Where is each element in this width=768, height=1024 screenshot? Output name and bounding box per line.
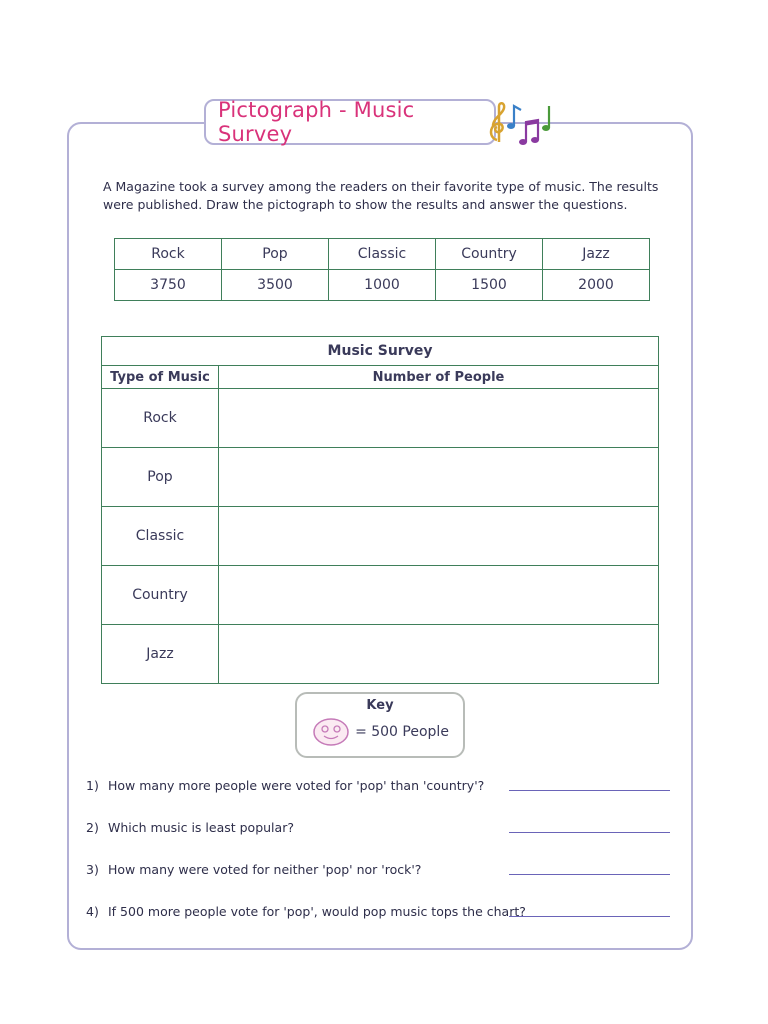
question-number: 2): [86, 820, 99, 835]
table-cell: 3750: [115, 270, 222, 301]
question-4: [86, 904, 526, 919]
music-type-label: Rock: [102, 389, 219, 448]
table-row: [102, 507, 659, 566]
table-header-cell: Rock: [115, 239, 222, 270]
key-row: [297, 717, 463, 747]
answer-line-4[interactable]: [509, 916, 670, 917]
table-row: [102, 366, 659, 389]
table-row: [102, 389, 659, 448]
column-header-number: Number of People: [219, 366, 659, 389]
question-number: 3): [86, 862, 99, 877]
answer-line-2[interactable]: [509, 832, 670, 833]
pictograph-cell-rock[interactable]: [219, 389, 659, 448]
instructions-text: A Magazine took a survey among the readers on their favorite type of music. The results were published. Draw the pictograph to show the results and answer the questions.: [103, 179, 659, 212]
question-text: How many were voted for neither 'pop' nor 'rock'?: [108, 862, 422, 877]
table-header-cell: Pop: [222, 239, 329, 270]
music-notes-icon: [483, 100, 563, 148]
table-header-cell: Country: [436, 239, 543, 270]
smiley-face-icon: [311, 717, 351, 747]
answer-line-1[interactable]: [509, 790, 670, 791]
survey-data-table: [114, 238, 650, 301]
table-row: [115, 270, 650, 301]
pictograph-cell-pop[interactable]: [219, 448, 659, 507]
table-row: [102, 448, 659, 507]
question-1: [86, 778, 484, 793]
table-header-cell: Jazz: [543, 239, 650, 270]
key-title: Key: [366, 698, 394, 713]
table-header-cell: Classic: [329, 239, 436, 270]
key-text: = 500 People: [355, 724, 449, 740]
key-box: [295, 692, 465, 758]
question-text: If 500 more people vote for 'pop', would pop music tops the chart?: [108, 904, 526, 919]
music-type-label: Country: [102, 566, 219, 625]
page-title: Pictograph - Music Survey: [218, 98, 415, 146]
question-number: 1): [86, 778, 99, 793]
table-cell: 1500: [436, 270, 543, 301]
pictograph-caption: Music Survey: [102, 337, 659, 366]
table-cell: 2000: [543, 270, 650, 301]
question-text: Which music is least popular?: [108, 820, 294, 835]
table-row: [102, 337, 659, 366]
question-2: [86, 820, 294, 835]
table-cell: 1000: [329, 270, 436, 301]
title-box: [204, 99, 496, 145]
pictograph-cell-classic[interactable]: [219, 507, 659, 566]
table-row: [102, 625, 659, 684]
table-cell: 3500: [222, 270, 329, 301]
pictograph-cell-jazz[interactable]: [219, 625, 659, 684]
answer-line-3[interactable]: [509, 874, 670, 875]
question-number: 4): [86, 904, 99, 919]
column-header-type: Type of Music: [102, 366, 219, 389]
pictograph-table: [101, 336, 659, 684]
music-type-label: Classic: [102, 507, 219, 566]
question-3: [86, 862, 421, 877]
table-row: [115, 239, 650, 270]
music-type-label: Jazz: [102, 625, 219, 684]
table-row: [102, 566, 659, 625]
pictograph-cell-country[interactable]: [219, 566, 659, 625]
music-type-label: Pop: [102, 448, 219, 507]
question-text: How many more people were voted for 'pop' than 'country'?: [108, 778, 485, 793]
